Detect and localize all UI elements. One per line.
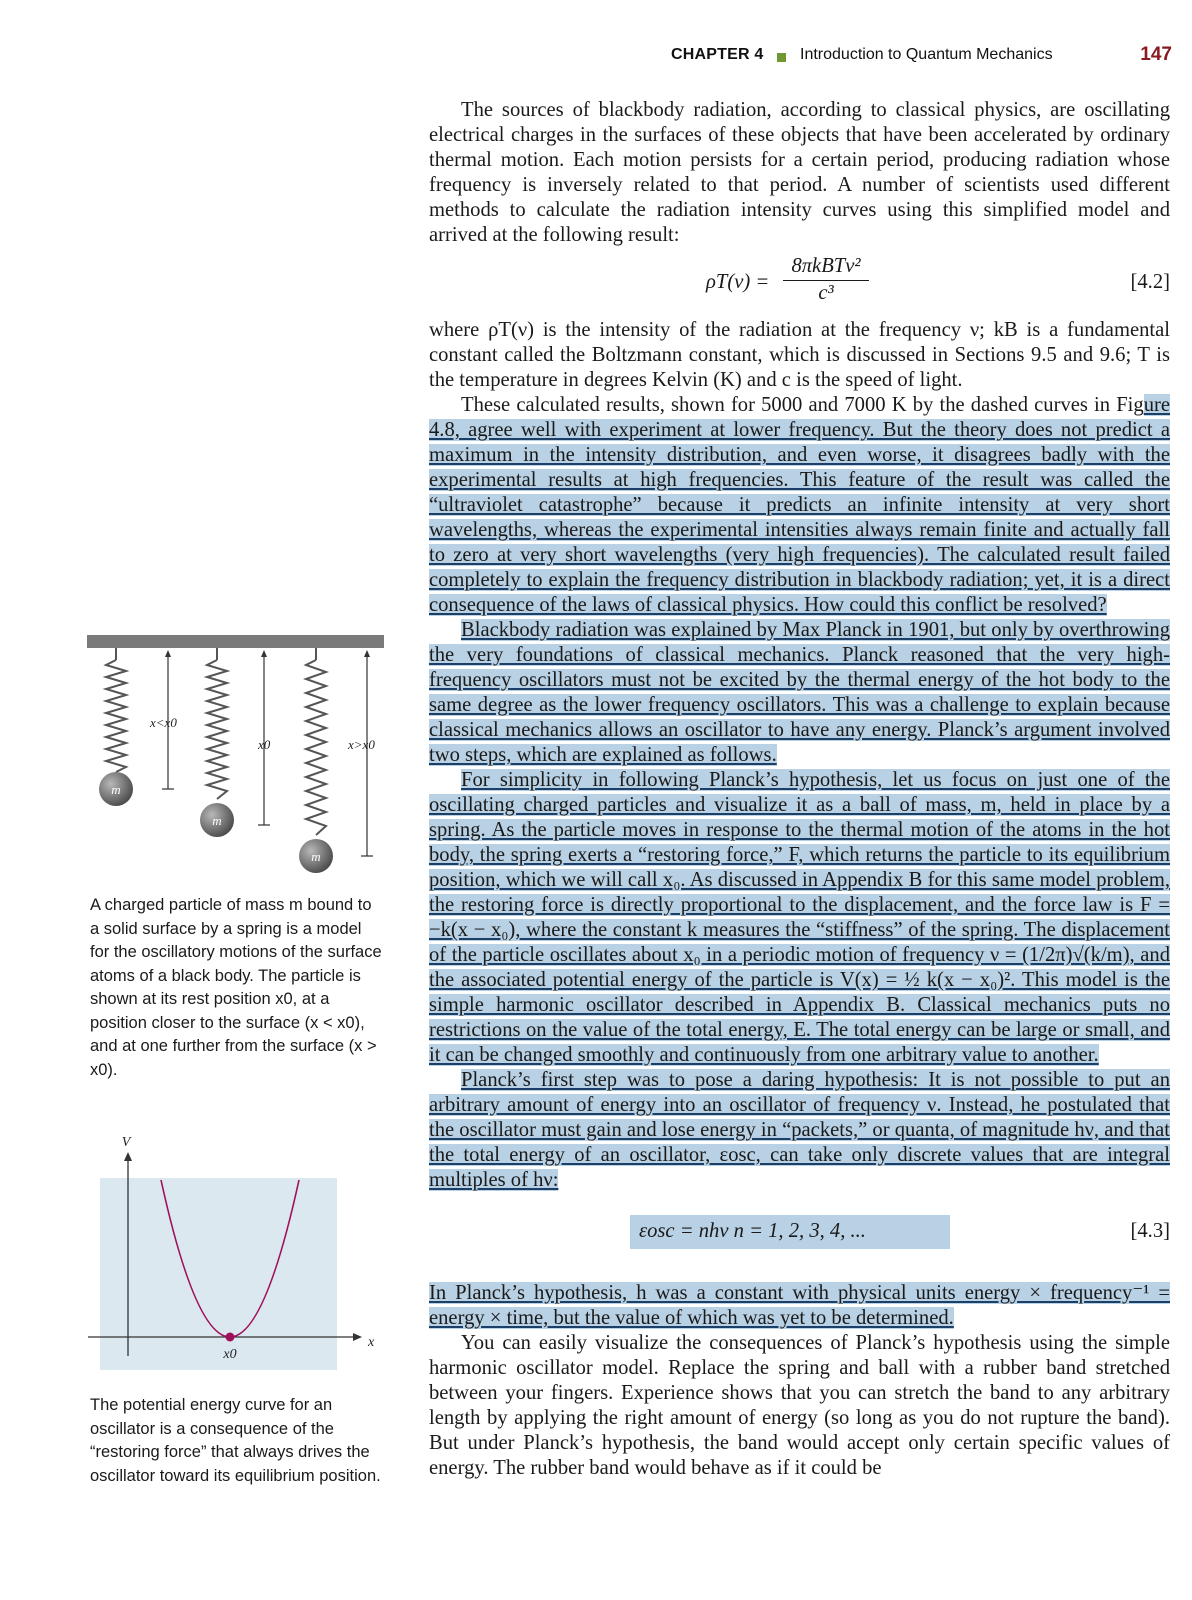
paragraph-1: The sources of blackbody radiation, according to classical physics, are oscillating electrical charges in the surfaces of these objects that have been accelerated by ordinary thermal motion. Each motion persists for a certain period, producing radiation whose frequency is inversely related to that period. A number of scientists used different methods to calculate the radiation intensity curves using this simplified model and arrived at the following result: (429, 99, 1170, 246)
paragraph-2: where ρT(ν) is the intensity of the radiation at the frequency ν; kB is a fundamental constant called the Boltzmann constant, which is discussed in Sections 9.5 and 9.6; T is the temperature in degrees Kelvin (K) and c is the speed of light. (429, 319, 1170, 391)
label-x-less: x<x0 (150, 715, 177, 730)
label-x0: x0 (258, 737, 271, 752)
header-separator (777, 53, 786, 62)
page-number: 147 (1140, 44, 1172, 65)
equation-4-3 (429, 1193, 1170, 1281)
equilibrium-point (226, 1333, 235, 1342)
mass-middle-label: m (212, 813, 222, 828)
spring-left (106, 648, 126, 772)
mass-left-label: m (111, 782, 121, 797)
main-text (429, 98, 1170, 1481)
equation-4-2 (429, 248, 1170, 318)
figure-2-caption: The potential energy curve for an oscillator is a consequence of the “restoring force” that always drives the oscillator toward its equilibrium position. (90, 1396, 381, 1485)
x-axis-label: x (368, 1335, 375, 1350)
equation-4-2-denominator: c³ (818, 282, 834, 304)
paragraph-5 (429, 768, 1170, 1068)
spring-middle (207, 648, 227, 799)
arrow-x-greater (361, 650, 373, 856)
highlight-planck-constant[interactable]: In Planck’s hypothesis, h was a constant with physical units energy × frequency⁻¹ = energy × time, but the value of which was yet to be determined. (429, 1282, 1170, 1329)
equation-4-3-text: εosc = nhν n = 1, 2, 3, 4, ... (639, 1220, 866, 1242)
equation-4-2-number: [4.2] (1130, 271, 1170, 293)
running-head (600, 44, 1172, 70)
equilibrium-label: x0 (223, 1347, 237, 1362)
paragraph-3-start: These calculated results, shown for 5000 and 7000 K by the dashed curves in Fig (461, 394, 1144, 416)
chapter-title: Introduction to Quantum Mechanics (800, 46, 1053, 63)
highlight-oscillator-model[interactable]: For simplicity in following Planck’s hypothesis, let us focus on just one of the oscillating charged particles and visualize it as a ball of mass, m, held in place by a spring. As the particle moves in response to the thermal motion of the atoms in the hot body, the spring exerts a “restoring force,” F, which returns the particle to its equilibrium position, which we will call x₀. As discussed in Appendix B for this same model problem, the restoring force is directly proportional to the displacement, and the force law is F = −k(x − x₀), where the constant k measures the “stiffness” of the spring. The displacement of the particle oscillates about x₀ in a periodic motion of frequency ν = (1/2π)√(k/m), and the associated potential energy of the particle is V(x) = ½ k(x − x₀)². This model is the simple harmonic oscillator described in Appendix B. Classical mechanics puts no restrictions on the value of the total energy, E. The total energy can be large or small, and it can be changed smoothly and continuously from one arbitrary value to another. (429, 769, 1170, 1066)
potential-energy-figure (86, 1128, 386, 1378)
highlight-planck-hypothesis[interactable]: Planck’s first step was to pose a daring hypothesis: It is not possible to put an arbitrary amount of energy into an oscillator of frequency ν. Instead, he postulated that the oscillator must gain and lose energy in “packets,” or quanta, of magnitude hν, and that the total energy of an oscillator, εosc, can take only discrete values that are integral multiples of hν: (429, 1069, 1170, 1191)
highlight-planck-intro[interactable]: Blackbody radiation was explained by Max Planck in 1901, but only by overthrowing the very foundations of classical mechanics. Planck reasoned that the very high-frequency oscillators must not be excited by the thermal energy of the hot body to the same degree as the lower frequency oscillators. This was a challenge to explain because classical mechanics allows an oscillator to have any energy. Planck’s argument involved two steps, which are explained as follows. (429, 619, 1170, 766)
spring-mass-figure (86, 632, 386, 894)
highlight-ultraviolet[interactable]: ure 4.8, agree well with experiment at lower frequency. But the theory does not predict a maximum in the intensity distribution, and even worse, it disagrees badly with the experimental results at high frequencies. This feature of the result was called the “ultraviolet catastrophe” because it predicts an infinite intensity at very short wavelengths, whereas the experimental intensities always remain finite and actually fall to zero at very short wavelengths (very high frequencies). The calculated result failed completely to explain the frequency distribution in blackbody radiation; yet, it is a direct consequence of the laws of classical physics. How could this conflict be resolved? (429, 394, 1170, 616)
mass-right-label: m (311, 849, 321, 864)
solid-surface (87, 635, 384, 648)
chapter-label: CHAPTER 4 (671, 46, 764, 63)
paragraph-6 (429, 1068, 1170, 1193)
y-axis-label: V (121, 1135, 131, 1150)
equation-4-3-number: [4.3] (1130, 1220, 1170, 1242)
paragraph-7 (429, 1281, 1170, 1331)
equation-4-2-numerator: 8πkBTν² (783, 254, 869, 281)
figure-1-caption: A charged particle of mass m bound to a solid surface by a spring is a model for the oscillatory motions of the surface atoms of a black body. The particle is shown at its rest position x0, at a position closer to the surface (x < x0), and at one further from the surface (x > x0). (90, 896, 382, 1079)
equation-4-2-fraction (783, 254, 869, 306)
paragraph-8: You can easily visualize the consequences of Planck’s hypothesis using the simple harmonic oscillator model. Replace the spring and ball with a rubber band stretched between your fingers. Experience shows that you can stretch the band to any arbitrary length by applying the right amount of energy (so long as you do not rupture the band). But under Planck’s hypothesis, the band would accept only certain specific values of energy. The rubber band would behave as if it could be (429, 1332, 1170, 1479)
paragraph-4 (429, 618, 1170, 768)
spring-right (306, 648, 326, 835)
equation-4-2-lhs: ρT(ν) = (706, 271, 770, 293)
label-x-greater: x>x0 (348, 737, 375, 752)
plot-background (100, 1178, 337, 1370)
paragraph-3 (429, 393, 1170, 618)
